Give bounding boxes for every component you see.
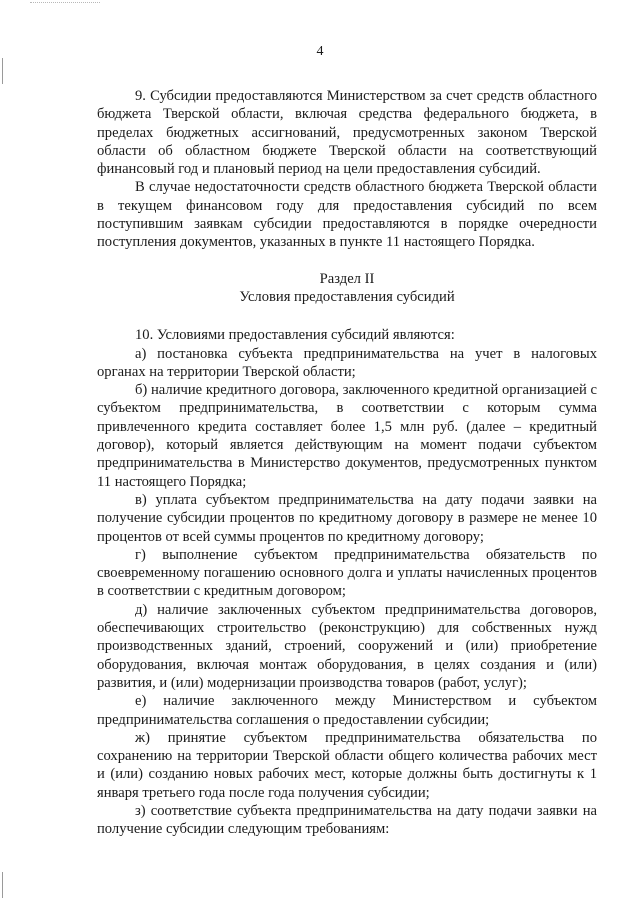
list-item: з) соответствие субъекта предпринимательства на дату подачи заявки на получение субсидии следующим требованиям: (97, 802, 597, 838)
paragraph: В случае недостаточности средств областного бюджета Тверской области в текущем финансовом году для предоставления субсидий по всем поступившим заявкам субсидии предоставляются в порядке очередности поступления документов, указанных в пункте 11 настоящего Порядка. (97, 179, 597, 251)
binding-mark-bottom (2, 872, 3, 898)
list-item: б) наличие кредитного договора, заключенного кредитной организацией с субъектом предпринимательства, в соответствии с которым сумма привлеченного кредита составляет более 1,5 млн руб. (далее – кредитный договор), который является действующим на момент подачи субъектом предпринимательства в Министерство документов, предусмотренных пунктом 11 настоящего Порядка; (97, 382, 597, 490)
document-body (97, 87, 597, 839)
list-item: е) наличие заключенного между Министерством и субъектом предпринимательства соглашения о предоставлении субсидии; (97, 693, 597, 728)
section-heading: Раздел II (319, 270, 375, 287)
paragraph: 9. Субсидии предоставляются Министерством за счет средств областного бюджета Тверской области, включая средства федерального бюджета, в пределах бюджетных ассигнований, предусмотренных законом Тверской области об областном бюджете Тверской области на соответствующий финансовый год и плановый период на цели предоставления субсидий. (97, 88, 597, 178)
binding-mark-top (2, 58, 3, 84)
list-item: ж) принятие субъектом предпринимательства обязательства по сохранению на территории Тверской области общего количества рабочих мест и (или) созданию новых рабочих мест, которые должны быть достигнуты к 1 января третьего года после года получения субсидии; (97, 729, 597, 801)
section-subtitle: Условия предоставления субсидий (239, 288, 455, 305)
list-item: в) уплата субъектом предпринимательства на дату подачи заявки на получение субсидии процентов по кредитному договору в размере не менее 10 процентов от всей суммы процентов по кредитному договору; (97, 491, 597, 545)
paragraph: 10. Условиями предоставления субсидий являются: (135, 327, 455, 344)
page-number: 4 (316, 44, 324, 59)
list-item: д) наличие заключенных субъектом предпринимательства договоров, обеспечивающих строительство (реконструкцию) для собственных нужд производственных зданий, строений, сооружений и (или) приобретение оборудования, включая монтаж оборудования, в целях создания и (или) развития, и (или) модернизации производства товаров (работ, услуг); (97, 601, 597, 691)
scan-artifact-top (30, 2, 100, 6)
list-item: г) выполнение субъектом предпринимательства обязательств по своевременному погашению основного долга и уплаты начисленных процентов в соответствии с кредитным договором; (97, 546, 597, 600)
list-item: а) постановка субъекта предпринимательства на учет в налоговых органах на территории Тверской области; (97, 345, 597, 380)
